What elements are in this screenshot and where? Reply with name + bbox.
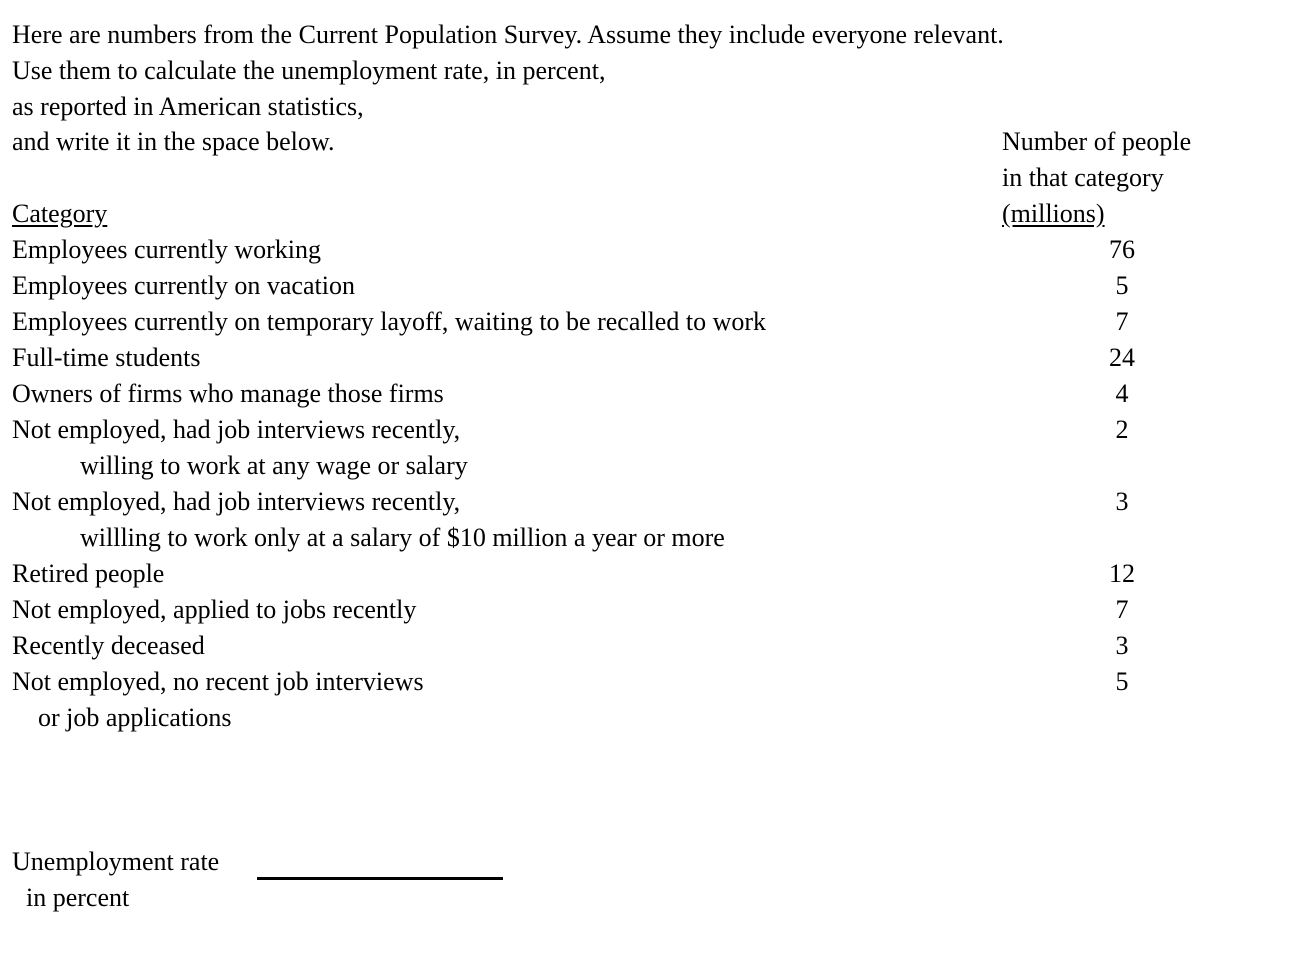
- row-label: Not employed, no recent job interviews: [12, 667, 424, 696]
- row-label-continuation: willling to work only at a salary of $10 million a year or more: [80, 523, 725, 552]
- instruction-line-3: as reported in American statistics,: [12, 92, 364, 121]
- row-label-continuation: or job applications: [38, 703, 232, 732]
- row-value: 12: [1109, 559, 1135, 588]
- row-label: Not employed, had job interviews recently,: [12, 415, 461, 444]
- row-label: Employees currently on temporary layoff, waiting to be recalled to work: [12, 307, 766, 336]
- value-header-line-3: (millions): [1002, 199, 1105, 228]
- answer-blank-line[interactable]: [257, 877, 503, 880]
- instruction-line-1: Here are numbers from the Current Population Survey. Assume they include everyone relevant.: [12, 20, 1004, 49]
- row-value: 5: [1115, 271, 1129, 300]
- row-label: Employees currently working: [12, 235, 322, 264]
- row-label: Owners of firms who manage those firms: [12, 379, 444, 408]
- row-value: 3: [1115, 631, 1129, 660]
- row-value: 4: [1115, 379, 1129, 408]
- row-value: 7: [1115, 307, 1129, 336]
- row-value: 5: [1115, 667, 1129, 696]
- row-value: 2: [1115, 415, 1129, 444]
- instruction-line-2: Use them to calculate the unemployment rate, in percent,: [12, 56, 606, 85]
- row-label-continuation: willing to work at any wage or salary: [80, 451, 468, 480]
- answer-label-unit: in percent: [26, 883, 130, 912]
- row-value: 24: [1109, 343, 1135, 372]
- category-header: Category: [12, 199, 108, 228]
- value-header-line-1: Number of people: [1002, 127, 1192, 156]
- row-label: Recently deceased: [12, 631, 205, 660]
- instruction-line-4: and write it in the space below.: [12, 127, 335, 156]
- row-value: 3: [1115, 487, 1129, 516]
- row-value: 76: [1109, 235, 1135, 264]
- row-value: 7: [1115, 595, 1129, 624]
- answer-label: Unemployment rate: [12, 847, 220, 876]
- value-header-line-2: in that category: [1002, 163, 1164, 192]
- row-label: Not employed, applied to jobs recently: [12, 595, 417, 624]
- row-label: Not employed, had job interviews recently,: [12, 487, 461, 516]
- row-label: Full-time students: [12, 343, 201, 372]
- row-label: Employees currently on vacation: [12, 271, 355, 300]
- row-label: Retired people: [12, 559, 165, 588]
